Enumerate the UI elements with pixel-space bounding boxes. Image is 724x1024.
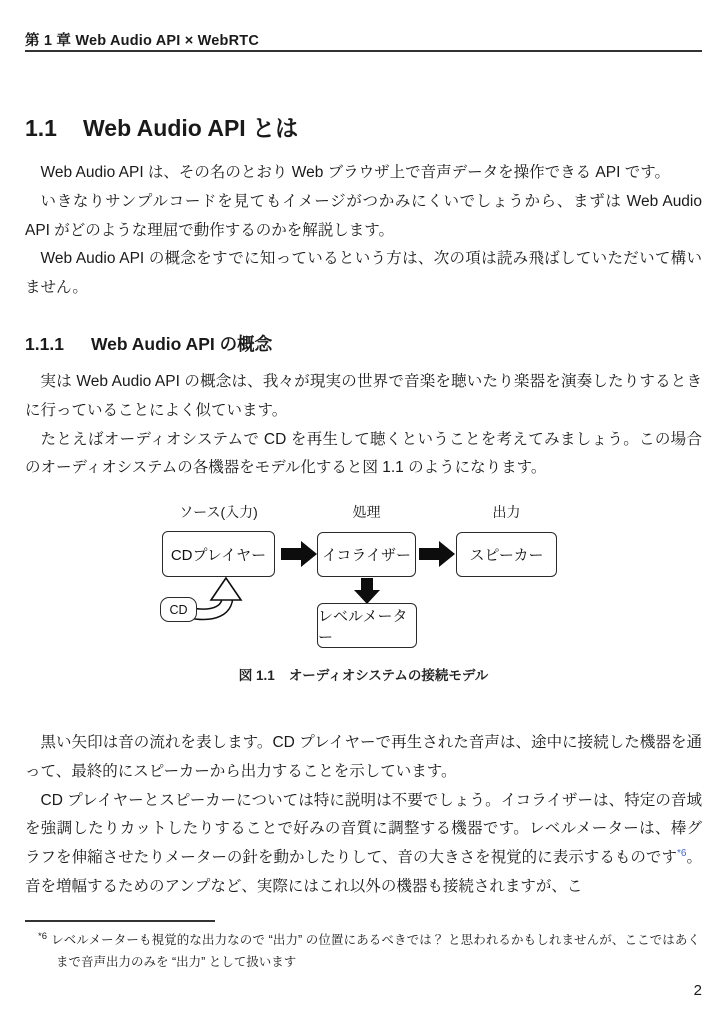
section-title: Web Audio API とは [82, 115, 299, 141]
subsection-number: 1.1.1 [25, 334, 64, 354]
paragraph: 黒い矢印は音の流れを表します。CD プレイヤーで再生された音声は、途中に接続した機器を通って、最終的にスピーカーから出力することを示しています。 [25, 734, 702, 780]
paragraph: 実は Web Audio API の概念は、我々が現実の世界で音楽を聴いたり楽器を演奏したりするときに行っていることによく似ています。 [25, 373, 702, 419]
paragraph-text: 。音を増幅するためのアンプなど、実際にはこれ以外の機器も接続されますが、こ [25, 849, 702, 895]
paragraph: Web Audio API の概念をすでに知っているという方は、次の項は読み飛ばしていただいて構いません。 [25, 250, 702, 297]
footnote-reference-link[interactable]: *6 [677, 848, 687, 860]
paragraph: Web Audio API は、その名のとおり Web ブラウザ上で音声データを操作できる API です。 [40, 164, 670, 181]
arrow-cdplayer-to-equalizer [281, 541, 317, 567]
figure-column-label-source: ソース(入力) [179, 504, 258, 520]
page-number: 2 [693, 982, 702, 999]
figure-caption-label: 図 1.1 [238, 668, 275, 683]
running-header-title: 第 1 章 Web Audio API × WebRTC [25, 33, 259, 49]
diagram-node-equalizer: イコライザー [317, 532, 416, 577]
paragraph: いきなりサンプルコードを見てもイメージがつかみにくいでしょうから、まずは Web Audio API がどのような理屈で動作するのかを解説します。 [25, 192, 702, 239]
paragraph: たとえばオーディオシステムで CD を再生して聴くということを考えてみましょう。この場合のオーディオシステムの各機器をモデル化すると図 1.1 のようになります。 [25, 430, 702, 477]
footnote-marker: *6 [38, 931, 47, 942]
footnote-text: レベルメーターも視覚的な出力なので “出力” の位置にあるべきでは？ と思われるかもしれませんが、ここではあくまで音声出力のみを “出力” として扱います [50, 933, 700, 969]
diagram-node-cd: CD [160, 597, 197, 622]
diagram-node-level-meter: レベルメーター [317, 603, 417, 648]
figure-caption-text: オーディオシステムの接続モデル [288, 668, 489, 683]
arrow-equalizer-to-speaker [419, 541, 455, 567]
arrow-equalizer-to-levelmeter [354, 578, 380, 604]
subsection-title: Web Audio API の概念 [90, 334, 273, 354]
diagram-node-cd-player: CDプレイヤー [162, 531, 275, 577]
cd-insert-arrow [190, 578, 241, 614]
figure-column-label-output: 出力 [492, 504, 521, 520]
section-number: 1.1 [25, 115, 57, 141]
figure-column-label-process: 処理 [352, 504, 381, 520]
paragraph-text: CD プレイヤーとスピーカーについては特に説明は不要でしょう。イコライザーは、特定の音域を強調したりカットしたりすることで好みの音質に調整する機器です。レベルメーターは、棒グラフを伸縮させたりメーターの針を動かしたりして、音の大きさを視覚的に表示するものです [25, 791, 702, 867]
diagram-node-speaker: スピーカー [456, 532, 557, 577]
